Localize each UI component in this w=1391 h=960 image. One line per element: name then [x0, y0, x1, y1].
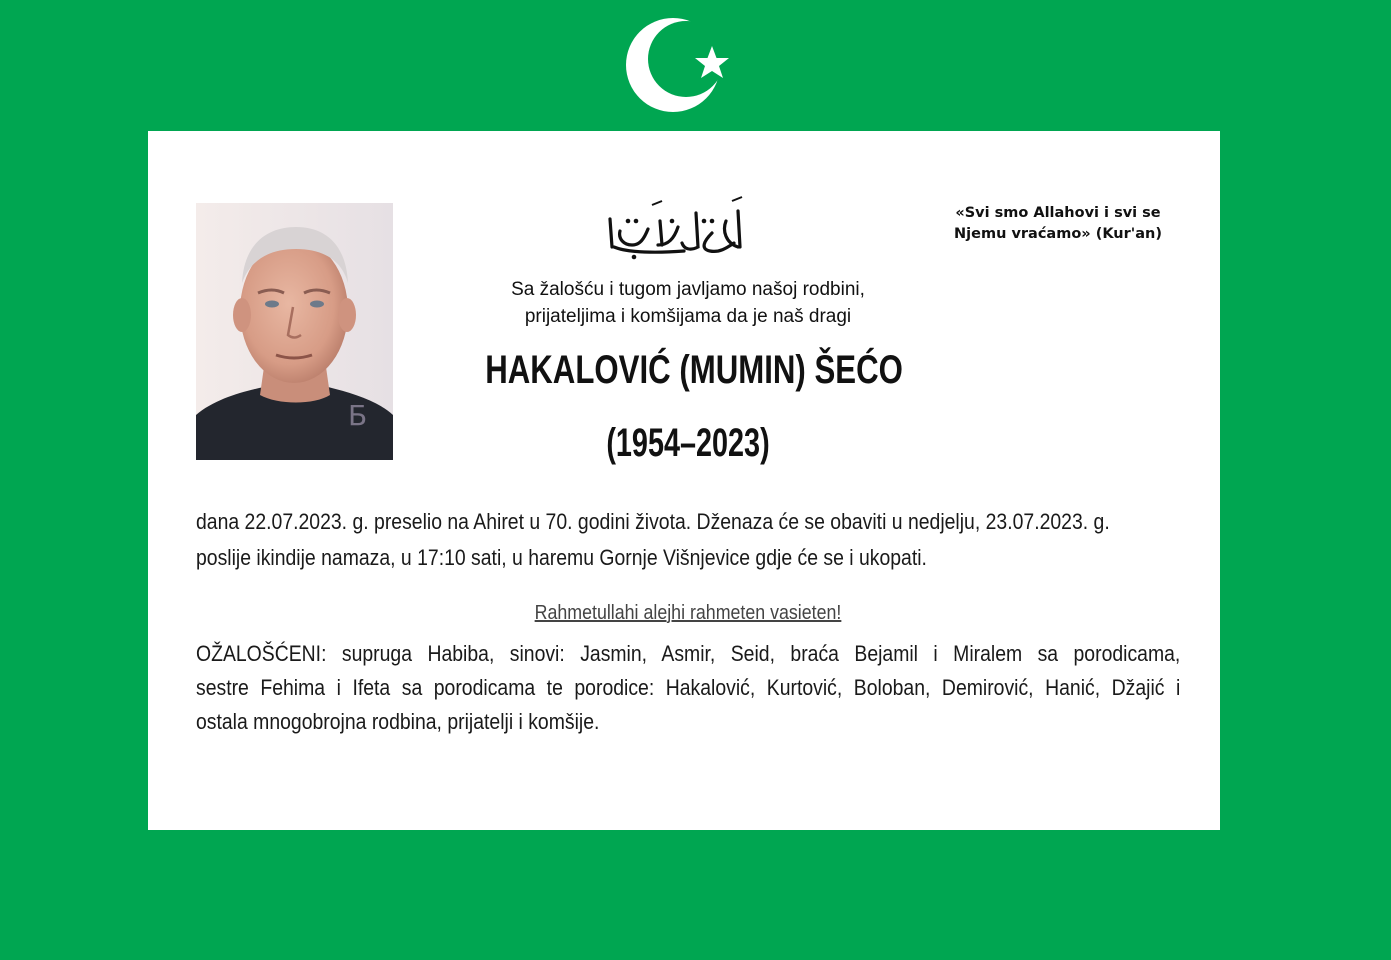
- quote-line-1: «Svi smo Allahovi i svi se: [955, 205, 1161, 221]
- arabic-calligraphy: [588, 191, 788, 271]
- intro-line-2: prijateljima i komšijama da je naš dragi: [524, 306, 852, 327]
- deceased-years: (1954–2023): [606, 421, 770, 465]
- mourners-line-2: sestre Fehima i Ifeta sa porodicama te porodice: Hakalović, Kurtović, Boloban, Demirović, Hanić, Džajić i: [196, 675, 1181, 700]
- mourners-text: [196, 637, 1180, 739]
- deceased-portrait-photo: [196, 203, 393, 460]
- intro-line-1: Sa žalošću i tugom javljamo našoj rodbini,: [511, 279, 865, 300]
- announcement-line-1: dana 22.07.2023. g. preselio na Ahiret u 70. godini života. Dženaza će se obaviti u nedjelju, 23.07.2023. g.: [196, 509, 1110, 534]
- deceased-name: HAKALOVIĆ (MUMIN) ŠEĆO: [485, 348, 903, 392]
- quote-line-2: Njemu vraćamo» (Kur'an): [954, 226, 1162, 242]
- obituary-card: [148, 131, 1220, 830]
- intro-text: [428, 276, 948, 330]
- announcement-line-2: poslije ikindije namaza, u 17:10 sati, u haremu Gornje Višnjevice gdje će se i ukopati.: [196, 545, 927, 570]
- quran-quote: [918, 203, 1198, 245]
- crescent-star-icon: [620, 14, 740, 114]
- mourners-line-3: ostala mnogobrojna rodbina, prijatelji i komšije.: [196, 709, 600, 734]
- mourners-line-1: OŽALOŠĆENI: supruga Habiba, sinovi: Jasmin, Asmir, Seid, braća Bejamil i Miralem sa porodicama,: [196, 641, 1181, 666]
- svg-text:Б: Б: [348, 399, 368, 432]
- prayer-text: Rahmetullahi alejhi rahmeten vasieten!: [534, 602, 842, 624]
- announcement-text: [196, 504, 1184, 576]
